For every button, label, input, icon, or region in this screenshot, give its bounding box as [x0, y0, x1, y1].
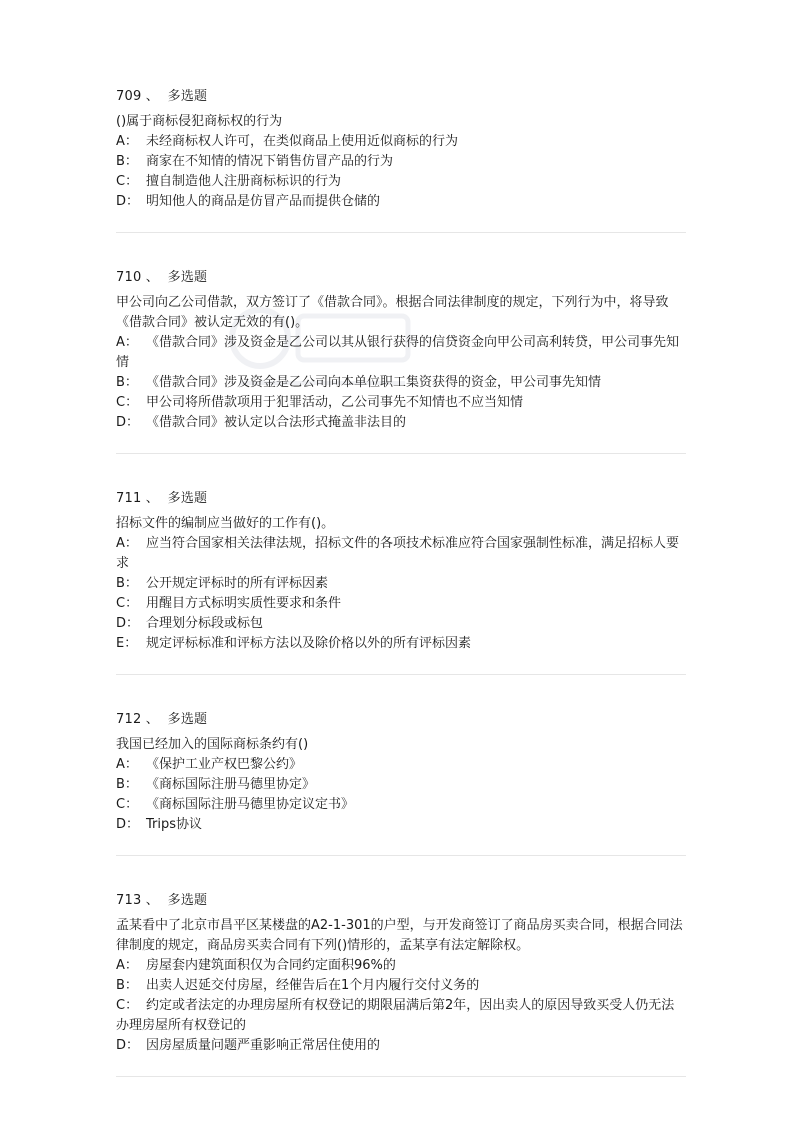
divider — [116, 232, 686, 233]
option-a[interactable]: A： 房屋套内建筑面积仅为合同约定面积96%的 — [116, 958, 396, 973]
option-c[interactable]: C： 《商标国际注册马德里协定议定书》 — [116, 797, 355, 812]
option-c[interactable]: C： 甲公司将所借款项用于犯罪活动，乙公司事先不知情也不应当知情 — [116, 395, 524, 410]
option-c[interactable]: C： 约定或者法定的办理房屋所有权登记的期限届满后第2年，因出卖人的原因导致买受人仍无法办理房屋所有权登记的 — [116, 998, 675, 1033]
option-b[interactable]: B： 《商标国际注册马德里协定》 — [116, 777, 316, 792]
question-stem: 招标文件的编制应当做好的工作有()。 — [116, 516, 335, 531]
option-c[interactable]: C： 擅自制造他人注册商标标识的行为 — [116, 174, 342, 189]
question-stem: 我国已经加入的国际商标条约有() — [116, 737, 309, 752]
question-711 — [116, 490, 686, 654]
question-stem: 甲公司向乙公司借款，双方签订了《借款合同》。根据合同法律制度的规定，下列行为中，将导致《借款合同》被认定无效的有()。 — [116, 295, 669, 330]
option-d[interactable]: D： 合理划分标段或标包 — [116, 616, 264, 631]
question-header: 712 、 多选题 — [116, 712, 208, 727]
question-712 — [116, 711, 686, 835]
option-c[interactable]: C： 用醒目方式标明实质性要求和条件 — [116, 596, 342, 611]
option-b[interactable]: B： 出卖人迟延交付房屋，经催告后在1个月内履行交付义务的 — [116, 978, 480, 993]
divider — [116, 674, 686, 675]
option-a[interactable]: A： 《保护工业产权巴黎公约》 — [116, 757, 303, 772]
question-header: 711 、 多选题 — [116, 491, 208, 506]
question-list — [116, 88, 686, 1113]
option-b[interactable]: B： 《借款合同》涉及资金是乙公司向本单位职工集资获得的资金，甲公司事先知情 — [116, 375, 602, 390]
divider — [116, 1076, 686, 1077]
divider — [116, 453, 686, 454]
option-d[interactable]: D： 因房屋质量问题严重影响正常居住使用的 — [116, 1038, 381, 1053]
option-b[interactable]: B： 商家在不知情的情况下销售仿冒产品的行为 — [116, 154, 394, 169]
divider — [116, 855, 686, 856]
option-b[interactable]: B： 公开规定评标时的所有评标因素 — [116, 576, 329, 591]
option-d[interactable]: D： Trips协议 — [116, 817, 203, 832]
question-header: 713 、 多选题 — [116, 893, 208, 908]
question-709 — [116, 88, 686, 212]
option-a[interactable]: A： 《借款合同》涉及资金是乙公司以其从银行获得的信贷资金向甲公司高利转贷，甲公司事先知情 — [116, 335, 680, 370]
question-stem: ()属于商标侵犯商标权的行为 — [116, 114, 283, 129]
option-a[interactable]: A： 应当符合国家相关法律法规，招标文件的各项技术标准应符合国家强制性标准，满足招标人要求 — [116, 536, 680, 571]
question-710 — [116, 269, 686, 433]
option-d[interactable]: D： 《借款合同》被认定以合法形式掩盖非法目的 — [116, 415, 407, 430]
question-stem: 孟某看中了北京市昌平区某楼盘的A2-1-301的户型，与开发商签订了商品房买卖合同，根据合同法律制度的规定，商品房买卖合同有下列()情形的，孟某享有法定解除权。 — [116, 918, 683, 953]
option-e[interactable]: E： 规定评标标准和评标方法以及除价格以外的所有评标因素 — [116, 636, 472, 651]
question-header: 709 、 多选题 — [116, 89, 208, 104]
option-a[interactable]: A： 未经商标权人许可，在类似商品上使用近似商标的行为 — [116, 134, 459, 149]
option-d[interactable]: D： 明知他人的商品是仿冒产品而提供仓储的 — [116, 194, 381, 209]
question-header: 710 、 多选题 — [116, 270, 208, 285]
question-713 — [116, 892, 686, 1056]
